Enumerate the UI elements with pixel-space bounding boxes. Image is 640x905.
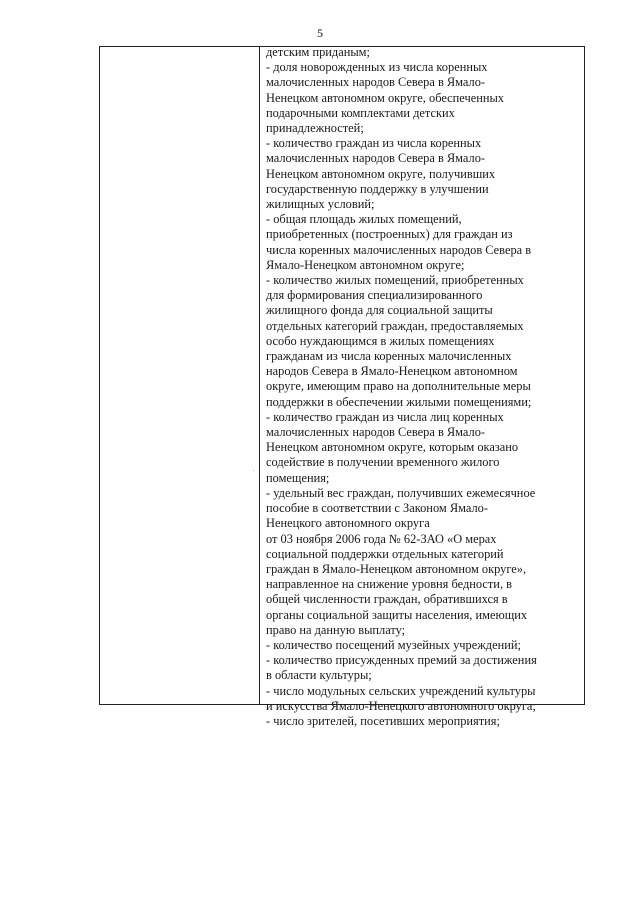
text-line: особо нуждающимся в жилых помещениях xyxy=(266,333,495,348)
text-line: от 03 ноября 2006 года № 62-ЗАО «О мерах xyxy=(266,531,497,546)
text-line: - общая площадь жилых помещений, xyxy=(266,212,462,227)
text-line: округе, имеющим право на дополнительные меры xyxy=(266,379,531,394)
text-line: в области культуры; xyxy=(266,668,372,683)
text-line: жилищного фонда для социальной защиты xyxy=(266,303,493,318)
text-line: - количество граждан из числа коренных xyxy=(266,136,482,151)
text-line: - количество посещений музейных учреждений; xyxy=(266,637,521,652)
text-line: - количество присужденных премий за достижения xyxy=(266,653,537,668)
text-line: помещения; xyxy=(266,470,330,485)
text-line: числа коренных малочисленных народов Севера в xyxy=(266,242,532,257)
text-line: и искусства Ямало-Ненецкого автономного округа; xyxy=(266,698,536,713)
text-line: - число зрителей, посетивших мероприятия; xyxy=(266,713,500,728)
text-line: детским приданым; xyxy=(266,45,370,59)
text-line: Ненецком автономном округе, обеспеченных xyxy=(266,90,504,105)
document-table xyxy=(99,45,585,728)
text-line: малочисленных народов Севера в Ямало- xyxy=(266,425,486,440)
text-line: поддержки в обеспечении жилыми помещениями; xyxy=(266,394,532,409)
text-line: социальной поддержки отдельных категорий xyxy=(266,546,504,561)
table-right-column xyxy=(260,45,584,728)
text-line: малочисленных народов Севера в Ямало- xyxy=(266,151,486,166)
scan-speck xyxy=(253,470,254,471)
text-line: пособие в соответствии с Законом Ямало- xyxy=(266,501,488,516)
text-line: - доля новорожденных из числа коренных xyxy=(266,60,488,75)
text-line: право на данную выплату; xyxy=(266,622,406,637)
text-line: народов Севера в Ямало-Ненецком автономном xyxy=(266,364,518,379)
text-line: содействие в получении временного жилого xyxy=(266,455,500,470)
text-line: Ненецкого автономного округа xyxy=(266,516,430,531)
text-line: - количество граждан из числа лиц коренных xyxy=(266,409,504,424)
text-line: граждан в Ямало-Ненецком автономном округе», xyxy=(266,561,527,576)
text-line: направленное на снижение уровня бедности, в xyxy=(266,577,512,592)
text-line: общей численности граждан, обратившихся в xyxy=(266,592,508,607)
page-number: 5 xyxy=(317,26,323,40)
text-line: - число модульных сельских учреждений культуры xyxy=(266,683,536,698)
table-left-column xyxy=(100,47,260,704)
text-line: подарочными комплектами детских xyxy=(266,105,455,120)
text-line: приобретенных (построенных) для граждан из xyxy=(266,227,513,242)
text-line: жилищных условий; xyxy=(266,197,375,212)
text-line: малочисленных народов Севера в Ямало- xyxy=(266,75,486,90)
text-line: Ненецком автономном округе, которым оказано xyxy=(266,440,519,455)
text-line: - количество жилых помещений, приобретенных xyxy=(266,273,524,288)
text-line: государственную поддержку в улучшении xyxy=(266,181,489,196)
text-line: гражданам из числа коренных малочисленных xyxy=(266,349,512,364)
text-line: - удельный вес граждан, получивших ежемесячное xyxy=(266,485,536,500)
text-line: Ненецком автономном округе, получивших xyxy=(266,166,496,181)
text-line: для формирования специализированного xyxy=(266,288,483,303)
text-line: отдельных категорий граждан, предоставляемых xyxy=(266,318,524,333)
text-line: принадлежностей; xyxy=(266,121,364,136)
text-line: Ямало-Ненецком автономном округе; xyxy=(266,257,465,272)
text-line: органы социальной защиты населения, имеющих xyxy=(266,607,528,622)
